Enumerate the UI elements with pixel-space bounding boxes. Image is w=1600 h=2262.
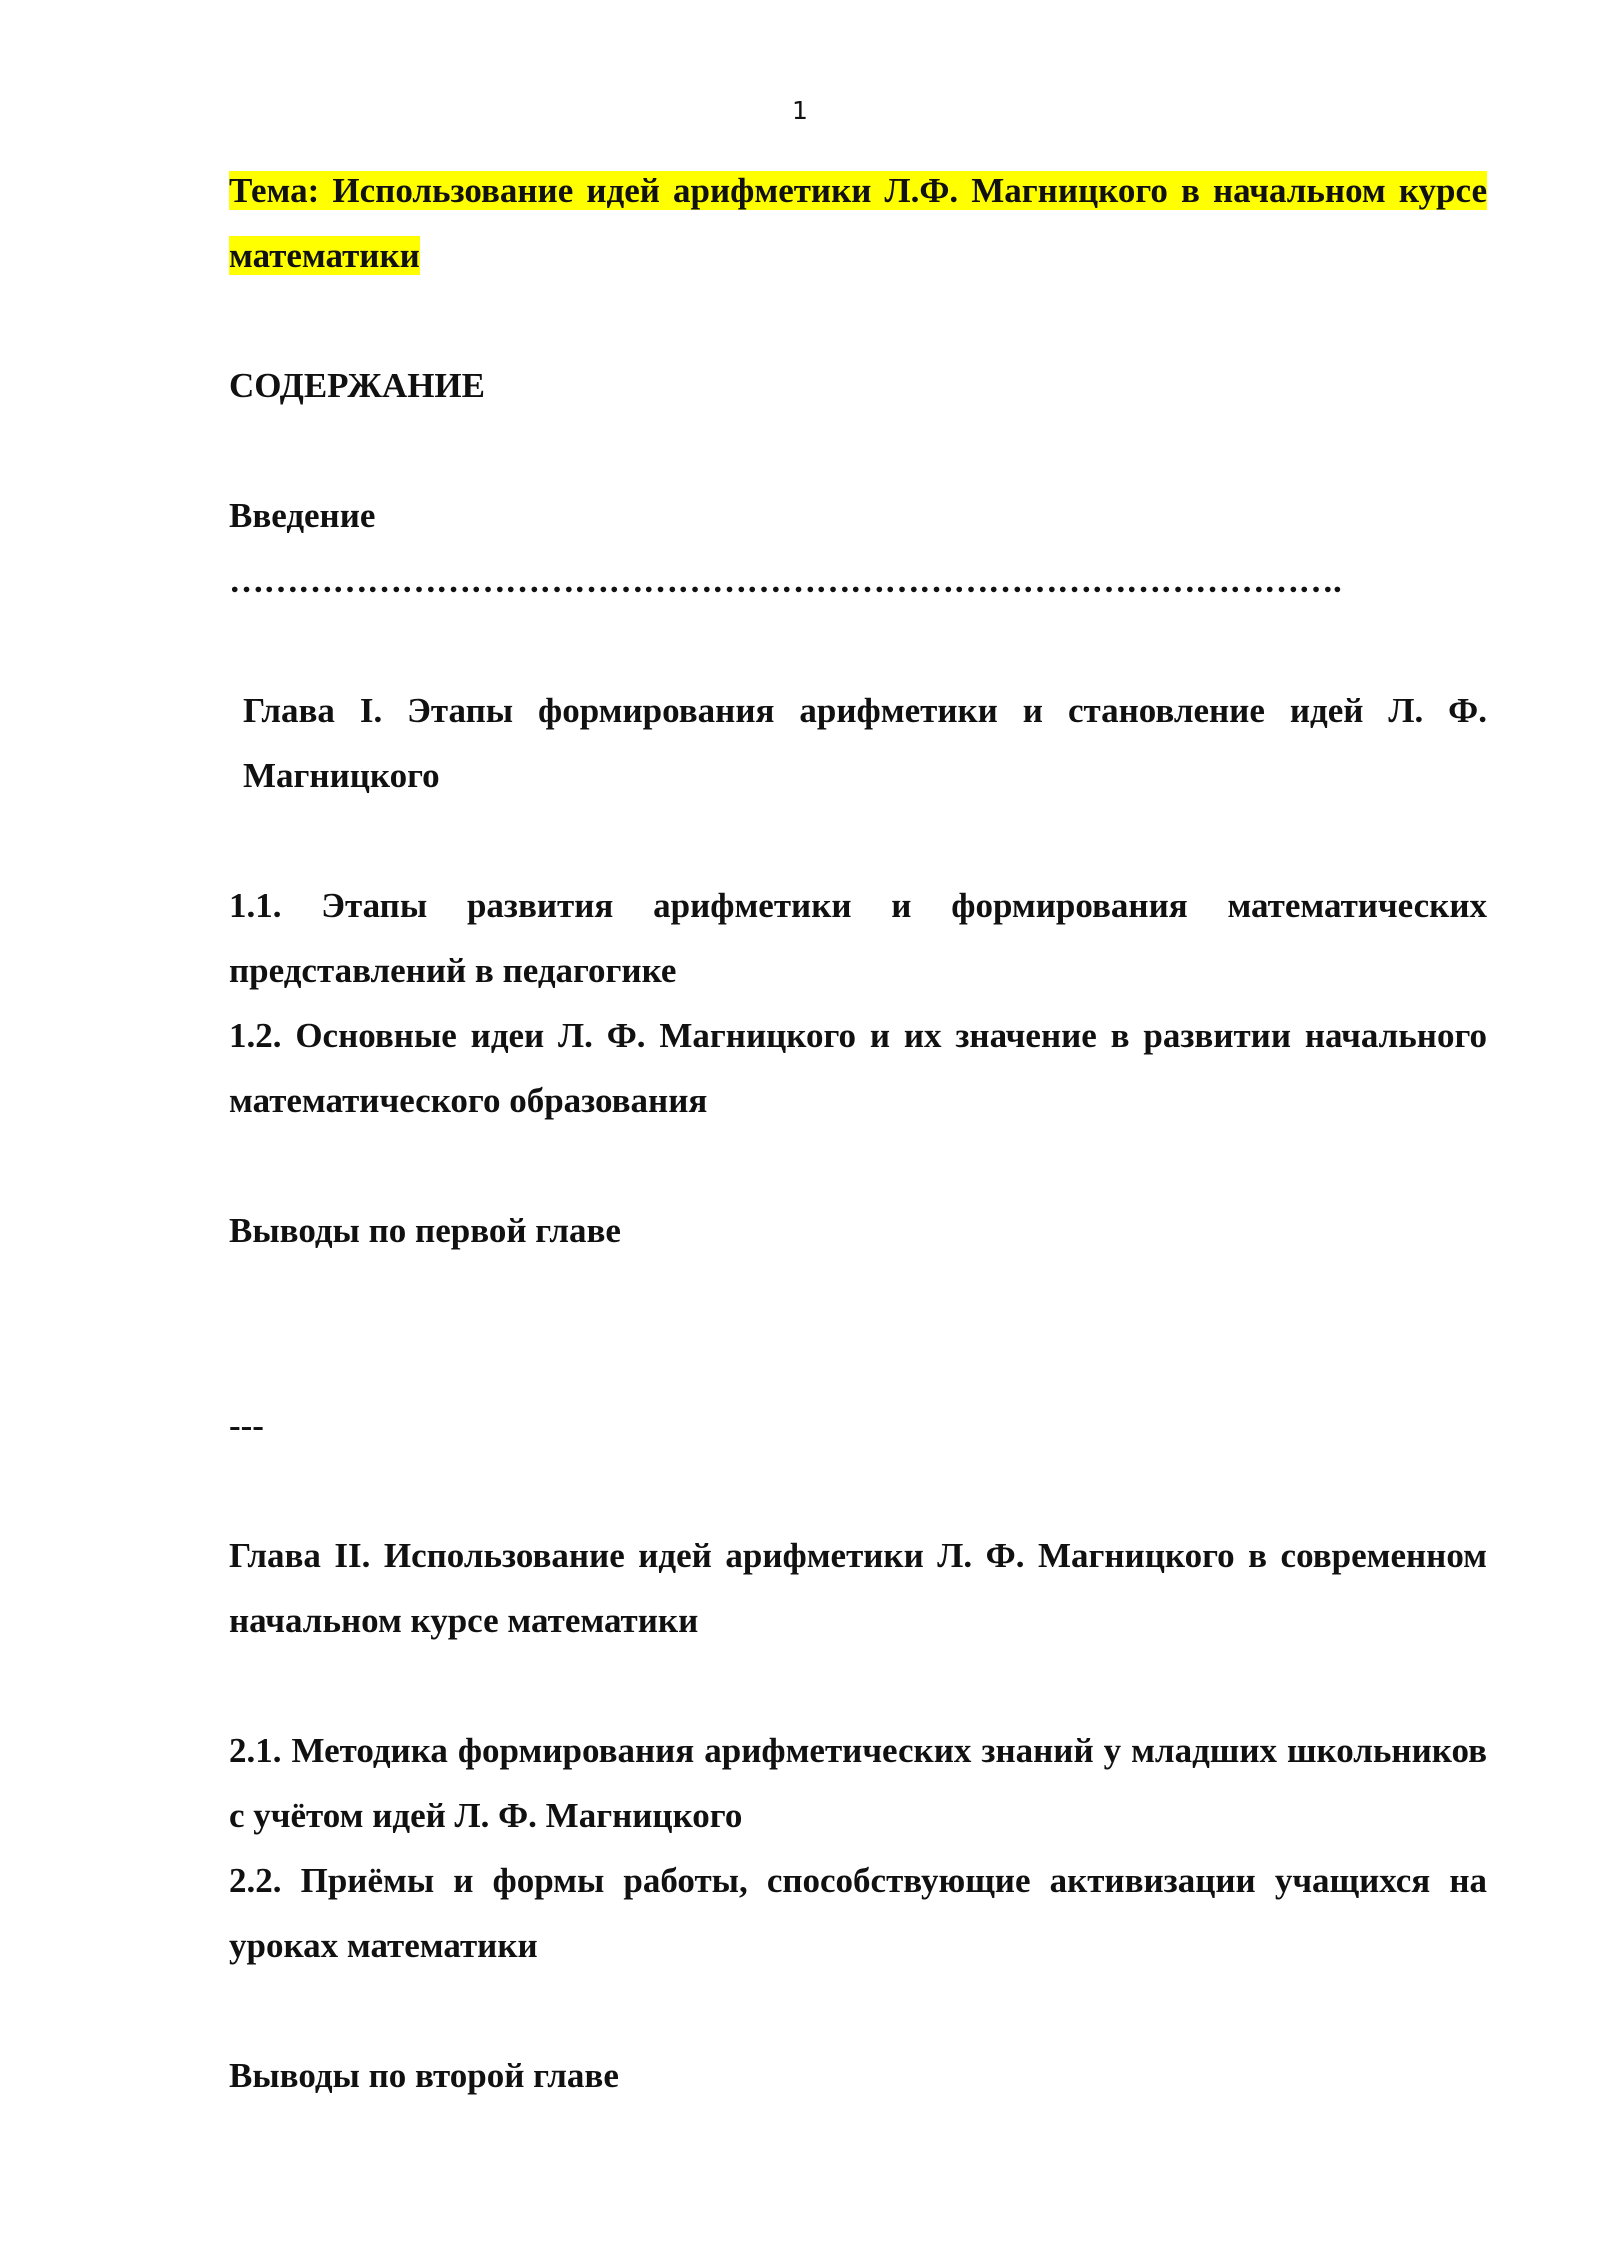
blank-line	[229, 1133, 1487, 1198]
intro-entry: Введение	[229, 496, 376, 535]
contents-heading: СОДЕРЖАНИЕ	[229, 366, 486, 405]
blank-line	[229, 288, 1487, 353]
section-1-2: 1.2. Основные идеи Л. Ф. Магницкого и их значение в развитии начального математического образования	[229, 1016, 1487, 1120]
chapter-2-conclusion: Выводы по второй главе	[229, 2056, 619, 2095]
document-body	[229, 158, 1487, 2108]
section-2-1: 2.1. Методика формирования арифметических знаний у младших школьников с учётом идей Л. Ф. Магницкого	[229, 1731, 1487, 1835]
chapter-1-conclusion: Выводы по первой главе	[229, 1211, 621, 1250]
blank-line	[229, 418, 1487, 483]
page-number: 1	[792, 96, 808, 125]
chapter-1-title: Глава I. Этапы формирования арифметики и становление идей Л. Ф. Магницкого	[243, 691, 1487, 795]
blank-line	[229, 1458, 1487, 1523]
separator: ---	[229, 1406, 264, 1445]
blank-line	[229, 808, 1487, 873]
section-2-2: 2.2. Приёмы и формы работы, способствующие активизации учащихся на уроках математики	[229, 1861, 1487, 1965]
blank-line	[229, 1653, 1487, 1718]
blank-line	[229, 613, 1487, 678]
topic-paragraph	[229, 158, 1487, 288]
blank-line	[229, 1978, 1487, 2043]
section-1-1: 1.1. Этапы развития арифметики и формирования математических представлений в педагогике	[229, 886, 1487, 990]
topic-title: Тема: Использование идей арифметики Л.Ф. Магницкого в начальном курсе математики	[229, 171, 1487, 275]
blank-lines	[229, 1263, 1487, 1393]
chapter-2-title: Глава II. Использование идей арифметики Л. Ф. Магницкого в современном начальном курсе математики	[229, 1536, 1487, 1640]
intro-leader-dots: …………………………………………………………………………………….	[229, 561, 1342, 600]
